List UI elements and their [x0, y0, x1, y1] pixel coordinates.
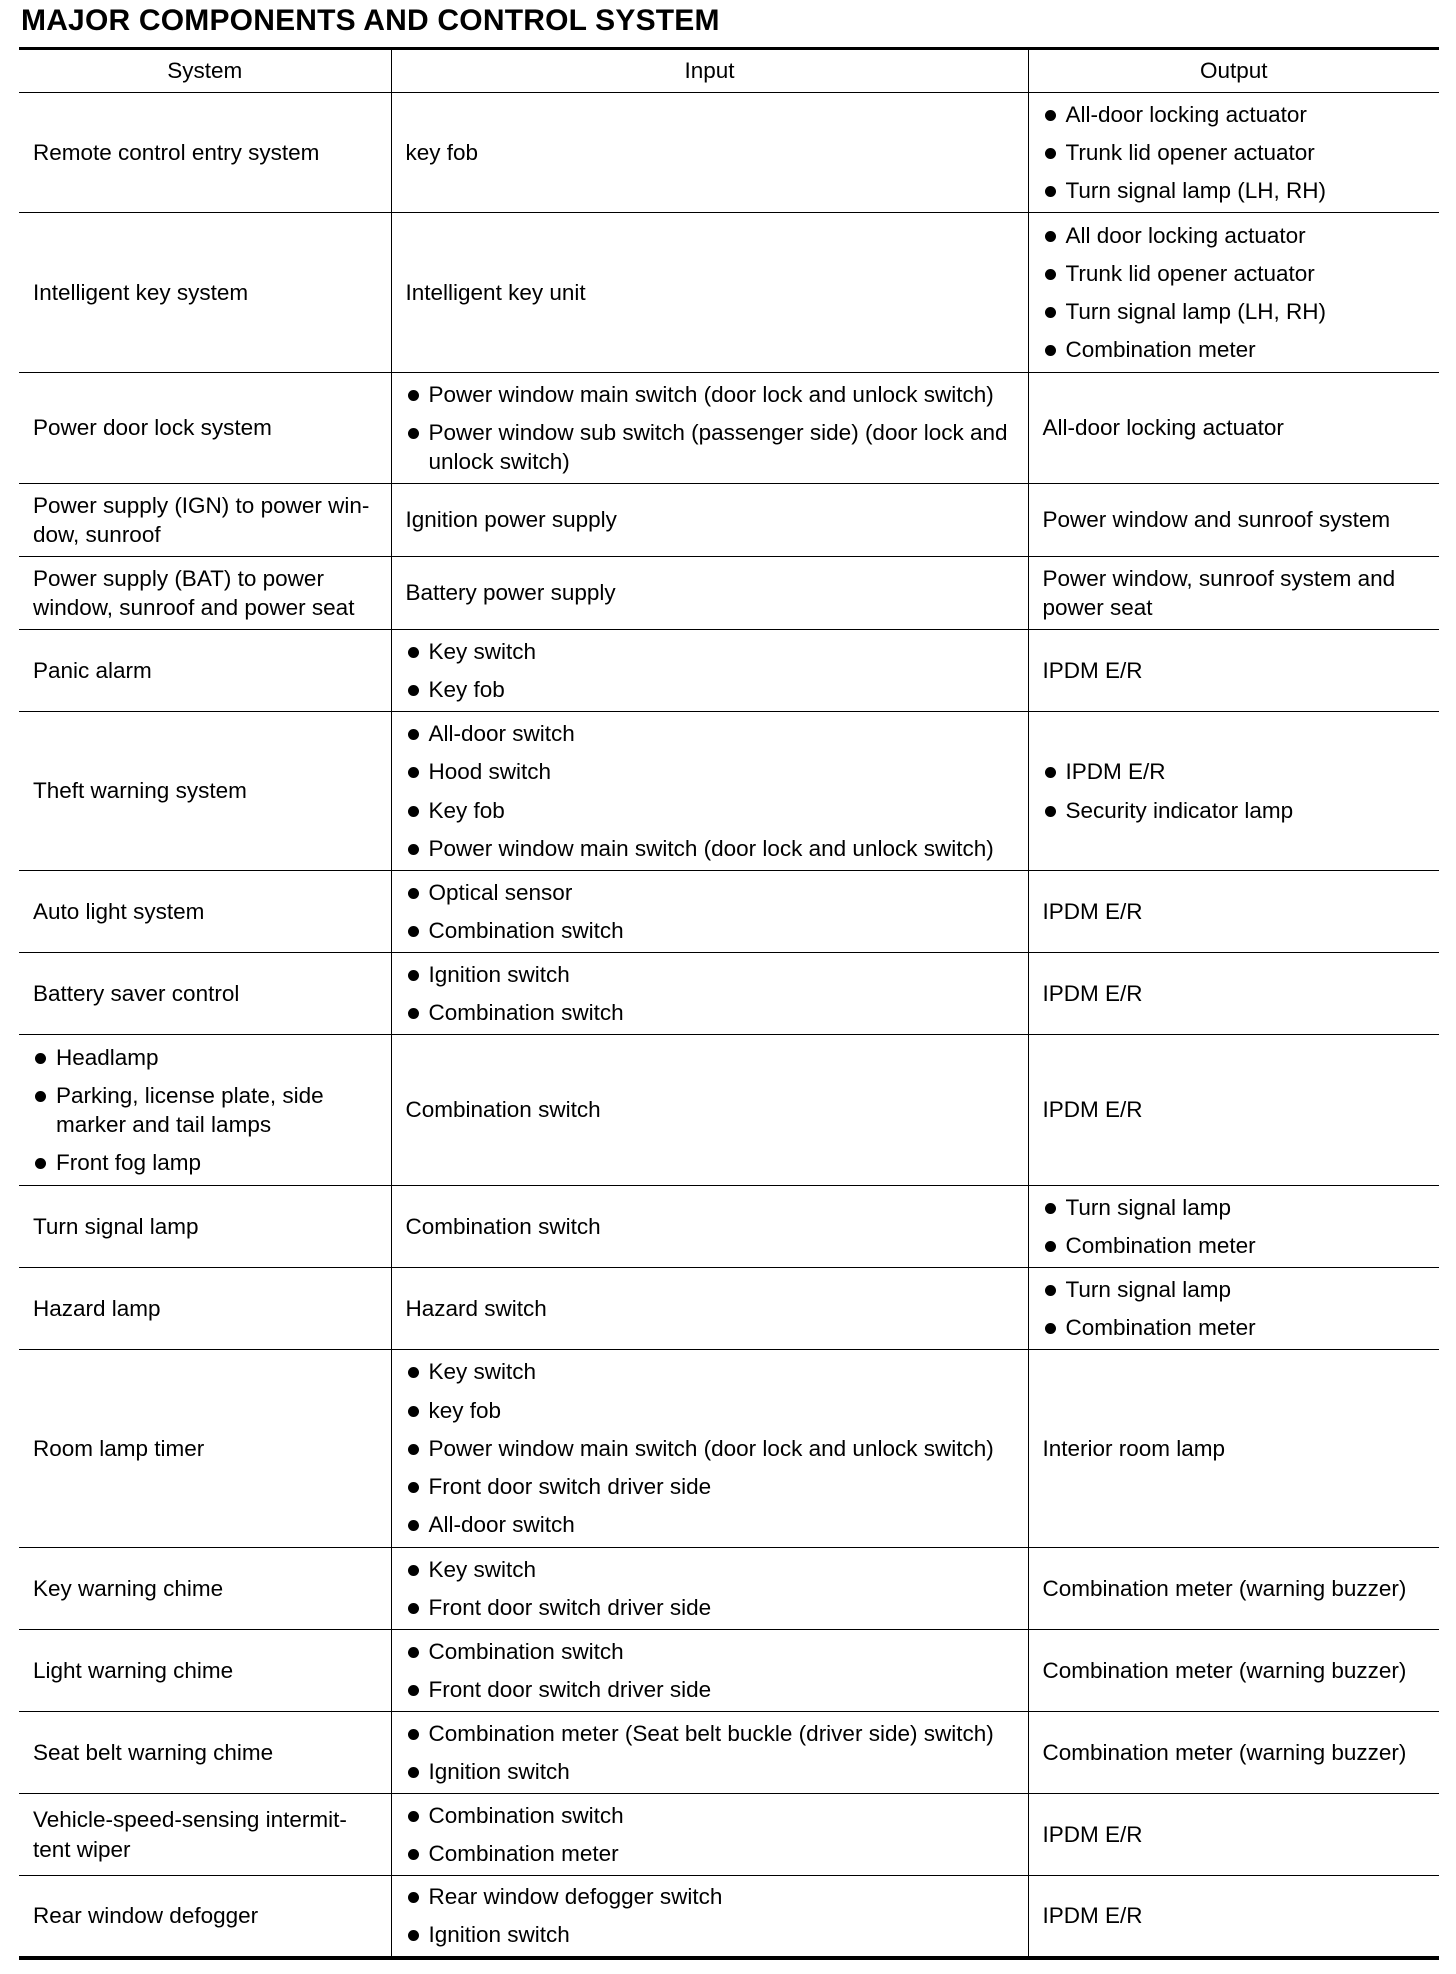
output-list-item: Combination meter	[1043, 1231, 1426, 1260]
system-cell	[19, 1350, 391, 1548]
input-list-item: All-door switch	[406, 719, 1014, 748]
system-cell	[19, 373, 391, 484]
input-list	[406, 1357, 1014, 1539]
input-list	[406, 1719, 1014, 1787]
table-row	[19, 1630, 1439, 1712]
input-list-item: Front door switch driver side	[406, 1472, 1014, 1501]
output-cell	[1028, 1876, 1439, 1958]
table-row	[19, 1876, 1439, 1958]
system-text: Intelligent key system	[33, 279, 249, 305]
input-list-item: Optical sensor	[406, 878, 1014, 907]
output-cell	[1028, 373, 1439, 484]
output-cell	[1028, 630, 1439, 712]
output-list-item: Trunk lid opener actuator	[1043, 259, 1426, 288]
input-list-item: Key switch	[406, 1555, 1014, 1584]
table-row	[19, 871, 1439, 953]
system-cell	[19, 484, 391, 557]
system-cell	[19, 93, 391, 213]
output-cell	[1028, 1268, 1439, 1350]
input-text: Combination switch	[405, 1097, 601, 1123]
input-text: Intelligent key unit	[405, 279, 586, 305]
output-list-item: IPDM E/R	[1043, 757, 1426, 786]
input-text: Hazard switch	[405, 1295, 547, 1321]
header-row	[19, 49, 1439, 93]
output-cell	[1028, 1035, 1439, 1186]
output-cell	[1028, 93, 1439, 213]
system-text: Room lamp timer	[33, 1435, 205, 1461]
output-cell	[1028, 1548, 1439, 1630]
input-cell	[391, 557, 1028, 630]
input-list	[406, 960, 1014, 1028]
output-text: All-door locking actuator	[1042, 415, 1284, 441]
system-text: Hazard lamp	[33, 1295, 161, 1321]
input-list-item: Ignition switch	[406, 1920, 1014, 1949]
output-cell	[1028, 557, 1439, 630]
table-row	[19, 1268, 1439, 1350]
table-row	[19, 93, 1439, 213]
input-list-item: All-door switch	[406, 1510, 1014, 1539]
input-cell	[391, 953, 1028, 1035]
input-list-item: Ignition switch	[406, 1757, 1014, 1786]
output-list-item: Turn signal lamp (LH, RH)	[1043, 297, 1426, 326]
page-title: MAJOR COMPONENTS AND CONTROL SYSTEM	[21, 4, 720, 37]
system-text: Auto light system	[33, 898, 205, 924]
input-cell	[391, 213, 1028, 373]
system-text: Light warning chime	[33, 1657, 234, 1683]
output-text: IPDM E/R	[1042, 1903, 1143, 1929]
output-list	[1043, 1275, 1426, 1343]
system-cell	[19, 213, 391, 373]
input-text: key fob	[405, 139, 479, 165]
table-row	[19, 630, 1439, 712]
table-row	[19, 1712, 1439, 1794]
system-cell	[19, 1630, 391, 1712]
input-list-item: Key fob	[406, 796, 1014, 825]
system-text: Remote control entry system	[33, 139, 320, 165]
output-list-item: All-door locking actuator	[1043, 100, 1426, 129]
system-list-item: Front fog lamp	[33, 1148, 377, 1177]
input-cell	[391, 1630, 1028, 1712]
input-list-item: Combination meter	[406, 1839, 1014, 1868]
system-cell	[19, 1548, 391, 1630]
input-list-item: Key switch	[406, 1357, 1014, 1386]
input-cell	[391, 1350, 1028, 1548]
output-cell	[1028, 953, 1439, 1035]
system-text: Vehicle-speed-sensing intermit-tent wiper	[33, 1807, 347, 1862]
output-cell	[1028, 1794, 1439, 1876]
output-list	[1043, 221, 1426, 365]
table-body	[19, 93, 1439, 1958]
input-list	[406, 878, 1014, 946]
output-list-item: Turn signal lamp (LH, RH)	[1043, 176, 1426, 205]
output-text: Power window and sunroof system	[1042, 507, 1391, 533]
output-list-item: Combination meter	[1043, 335, 1426, 364]
output-cell	[1028, 484, 1439, 557]
input-cell	[391, 1712, 1028, 1794]
system-text: Power door lock system	[33, 415, 272, 441]
input-list-item: Front door switch driver side	[406, 1675, 1014, 1704]
input-cell	[391, 1548, 1028, 1630]
input-list-item: Combination switch	[406, 998, 1014, 1027]
output-text: IPDM E/R	[1042, 657, 1143, 683]
system-cell	[19, 1035, 391, 1186]
output-list-item: Turn signal lamp	[1043, 1193, 1426, 1222]
system-text: Theft warning system	[33, 778, 247, 804]
system-cell	[19, 1712, 391, 1794]
output-list	[1043, 100, 1426, 206]
output-text: Combination meter (warning buzzer)	[1042, 1739, 1407, 1765]
input-cell	[391, 93, 1028, 213]
input-list-item: Combination switch	[406, 1637, 1014, 1666]
input-cell	[391, 1186, 1028, 1268]
system-cell	[19, 1186, 391, 1268]
output-cell	[1028, 871, 1439, 953]
output-list-item: Turn signal lamp	[1043, 1275, 1426, 1304]
system-cell	[19, 953, 391, 1035]
input-list	[406, 1555, 1014, 1623]
output-cell	[1028, 712, 1439, 871]
input-cell	[391, 484, 1028, 557]
input-list-item: key fob	[406, 1396, 1014, 1425]
output-list-item: Trunk lid opener actuator	[1043, 138, 1426, 167]
system-text: Seat belt warning chime	[33, 1739, 274, 1765]
input-list-item: Combination switch	[406, 1801, 1014, 1830]
system-cell	[19, 712, 391, 871]
output-list	[1043, 757, 1426, 825]
output-list	[1043, 1193, 1426, 1261]
table-header	[19, 49, 1439, 93]
input-text: Combination switch	[405, 1213, 601, 1239]
output-text: Power window, sunroof system and power seat	[1042, 565, 1396, 620]
input-list-item: Front door switch driver side	[406, 1593, 1014, 1622]
table-row	[19, 1794, 1439, 1876]
input-list-item: Ignition switch	[406, 960, 1014, 989]
table-row	[19, 1548, 1439, 1630]
output-cell	[1028, 1350, 1439, 1548]
input-list	[406, 1637, 1014, 1705]
input-list	[406, 380, 1014, 477]
input-cell	[391, 630, 1028, 712]
column-header-output: Output	[1028, 49, 1439, 93]
system-text: Power supply (IGN) to power win-dow, sunroof	[33, 492, 370, 547]
input-cell	[391, 1876, 1028, 1958]
system-text: Power supply (BAT) to power window, sunroof and power seat	[33, 565, 355, 620]
system-text: Battery saver control	[33, 980, 240, 1006]
output-cell	[1028, 1186, 1439, 1268]
system-list	[33, 1043, 377, 1178]
system-list-item: Headlamp	[33, 1043, 377, 1072]
input-list-item: Key fob	[406, 675, 1014, 704]
system-cell	[19, 1268, 391, 1350]
input-list	[406, 637, 1014, 705]
output-list-item: All door locking actuator	[1043, 221, 1426, 250]
input-list	[406, 719, 1014, 863]
input-list	[406, 1801, 1014, 1869]
input-list-item: Combination meter (Seat belt buckle (driver side) switch)	[406, 1719, 1014, 1748]
components-table	[19, 47, 1439, 1960]
output-text: Combination meter (warning buzzer)	[1042, 1657, 1407, 1683]
output-text: IPDM E/R	[1042, 980, 1143, 1006]
system-list-item: Parking, license plate, side marker and tail lamps	[33, 1081, 377, 1140]
input-text: Ignition power supply	[405, 507, 617, 533]
table-row	[19, 712, 1439, 871]
input-cell	[391, 373, 1028, 484]
column-header-system: System	[19, 49, 391, 93]
output-text: Combination meter (warning buzzer)	[1042, 1575, 1407, 1601]
input-list-item: Key switch	[406, 637, 1014, 666]
input-list-item: Power window sub switch (passenger side) (door lock and unlock switch)	[406, 418, 1014, 477]
input-list	[406, 1882, 1014, 1950]
table-row	[19, 1035, 1439, 1186]
output-text: IPDM E/R	[1042, 1097, 1143, 1123]
output-cell	[1028, 213, 1439, 373]
table-row	[19, 557, 1439, 630]
input-list-item: Rear window defogger switch	[406, 1882, 1014, 1911]
input-list-item: Power window main switch (door lock and unlock switch)	[406, 1434, 1014, 1463]
table-row	[19, 953, 1439, 1035]
system-cell	[19, 557, 391, 630]
table-row	[19, 373, 1439, 484]
system-text: Rear window defogger	[33, 1903, 259, 1929]
output-list-item: Combination meter	[1043, 1313, 1426, 1342]
system-cell	[19, 871, 391, 953]
output-cell	[1028, 1630, 1439, 1712]
input-cell	[391, 1268, 1028, 1350]
input-text: Battery power supply	[405, 580, 616, 606]
output-cell	[1028, 1712, 1439, 1794]
output-text: IPDM E/R	[1042, 898, 1143, 924]
table-row	[19, 213, 1439, 373]
column-header-input: Input	[391, 49, 1028, 93]
output-list-item: Security indicator lamp	[1043, 796, 1426, 825]
input-cell	[391, 1035, 1028, 1186]
table-row	[19, 484, 1439, 557]
input-list-item: Power window main switch (door lock and unlock switch)	[406, 380, 1014, 409]
system-cell	[19, 1876, 391, 1958]
table-row	[19, 1350, 1439, 1548]
input-list-item: Power window main switch (door lock and unlock switch)	[406, 834, 1014, 863]
system-cell	[19, 630, 391, 712]
output-text: IPDM E/R	[1042, 1821, 1143, 1847]
input-list-item: Combination switch	[406, 916, 1014, 945]
system-text: Panic alarm	[33, 657, 152, 683]
output-text: Interior room lamp	[1042, 1435, 1226, 1461]
input-cell	[391, 871, 1028, 953]
system-text: Key warning chime	[33, 1575, 224, 1601]
table-row	[19, 1186, 1439, 1268]
input-cell	[391, 1794, 1028, 1876]
input-list-item: Hood switch	[406, 757, 1014, 786]
input-cell	[391, 712, 1028, 871]
system-text: Turn signal lamp	[33, 1213, 199, 1239]
system-cell	[19, 1794, 391, 1876]
